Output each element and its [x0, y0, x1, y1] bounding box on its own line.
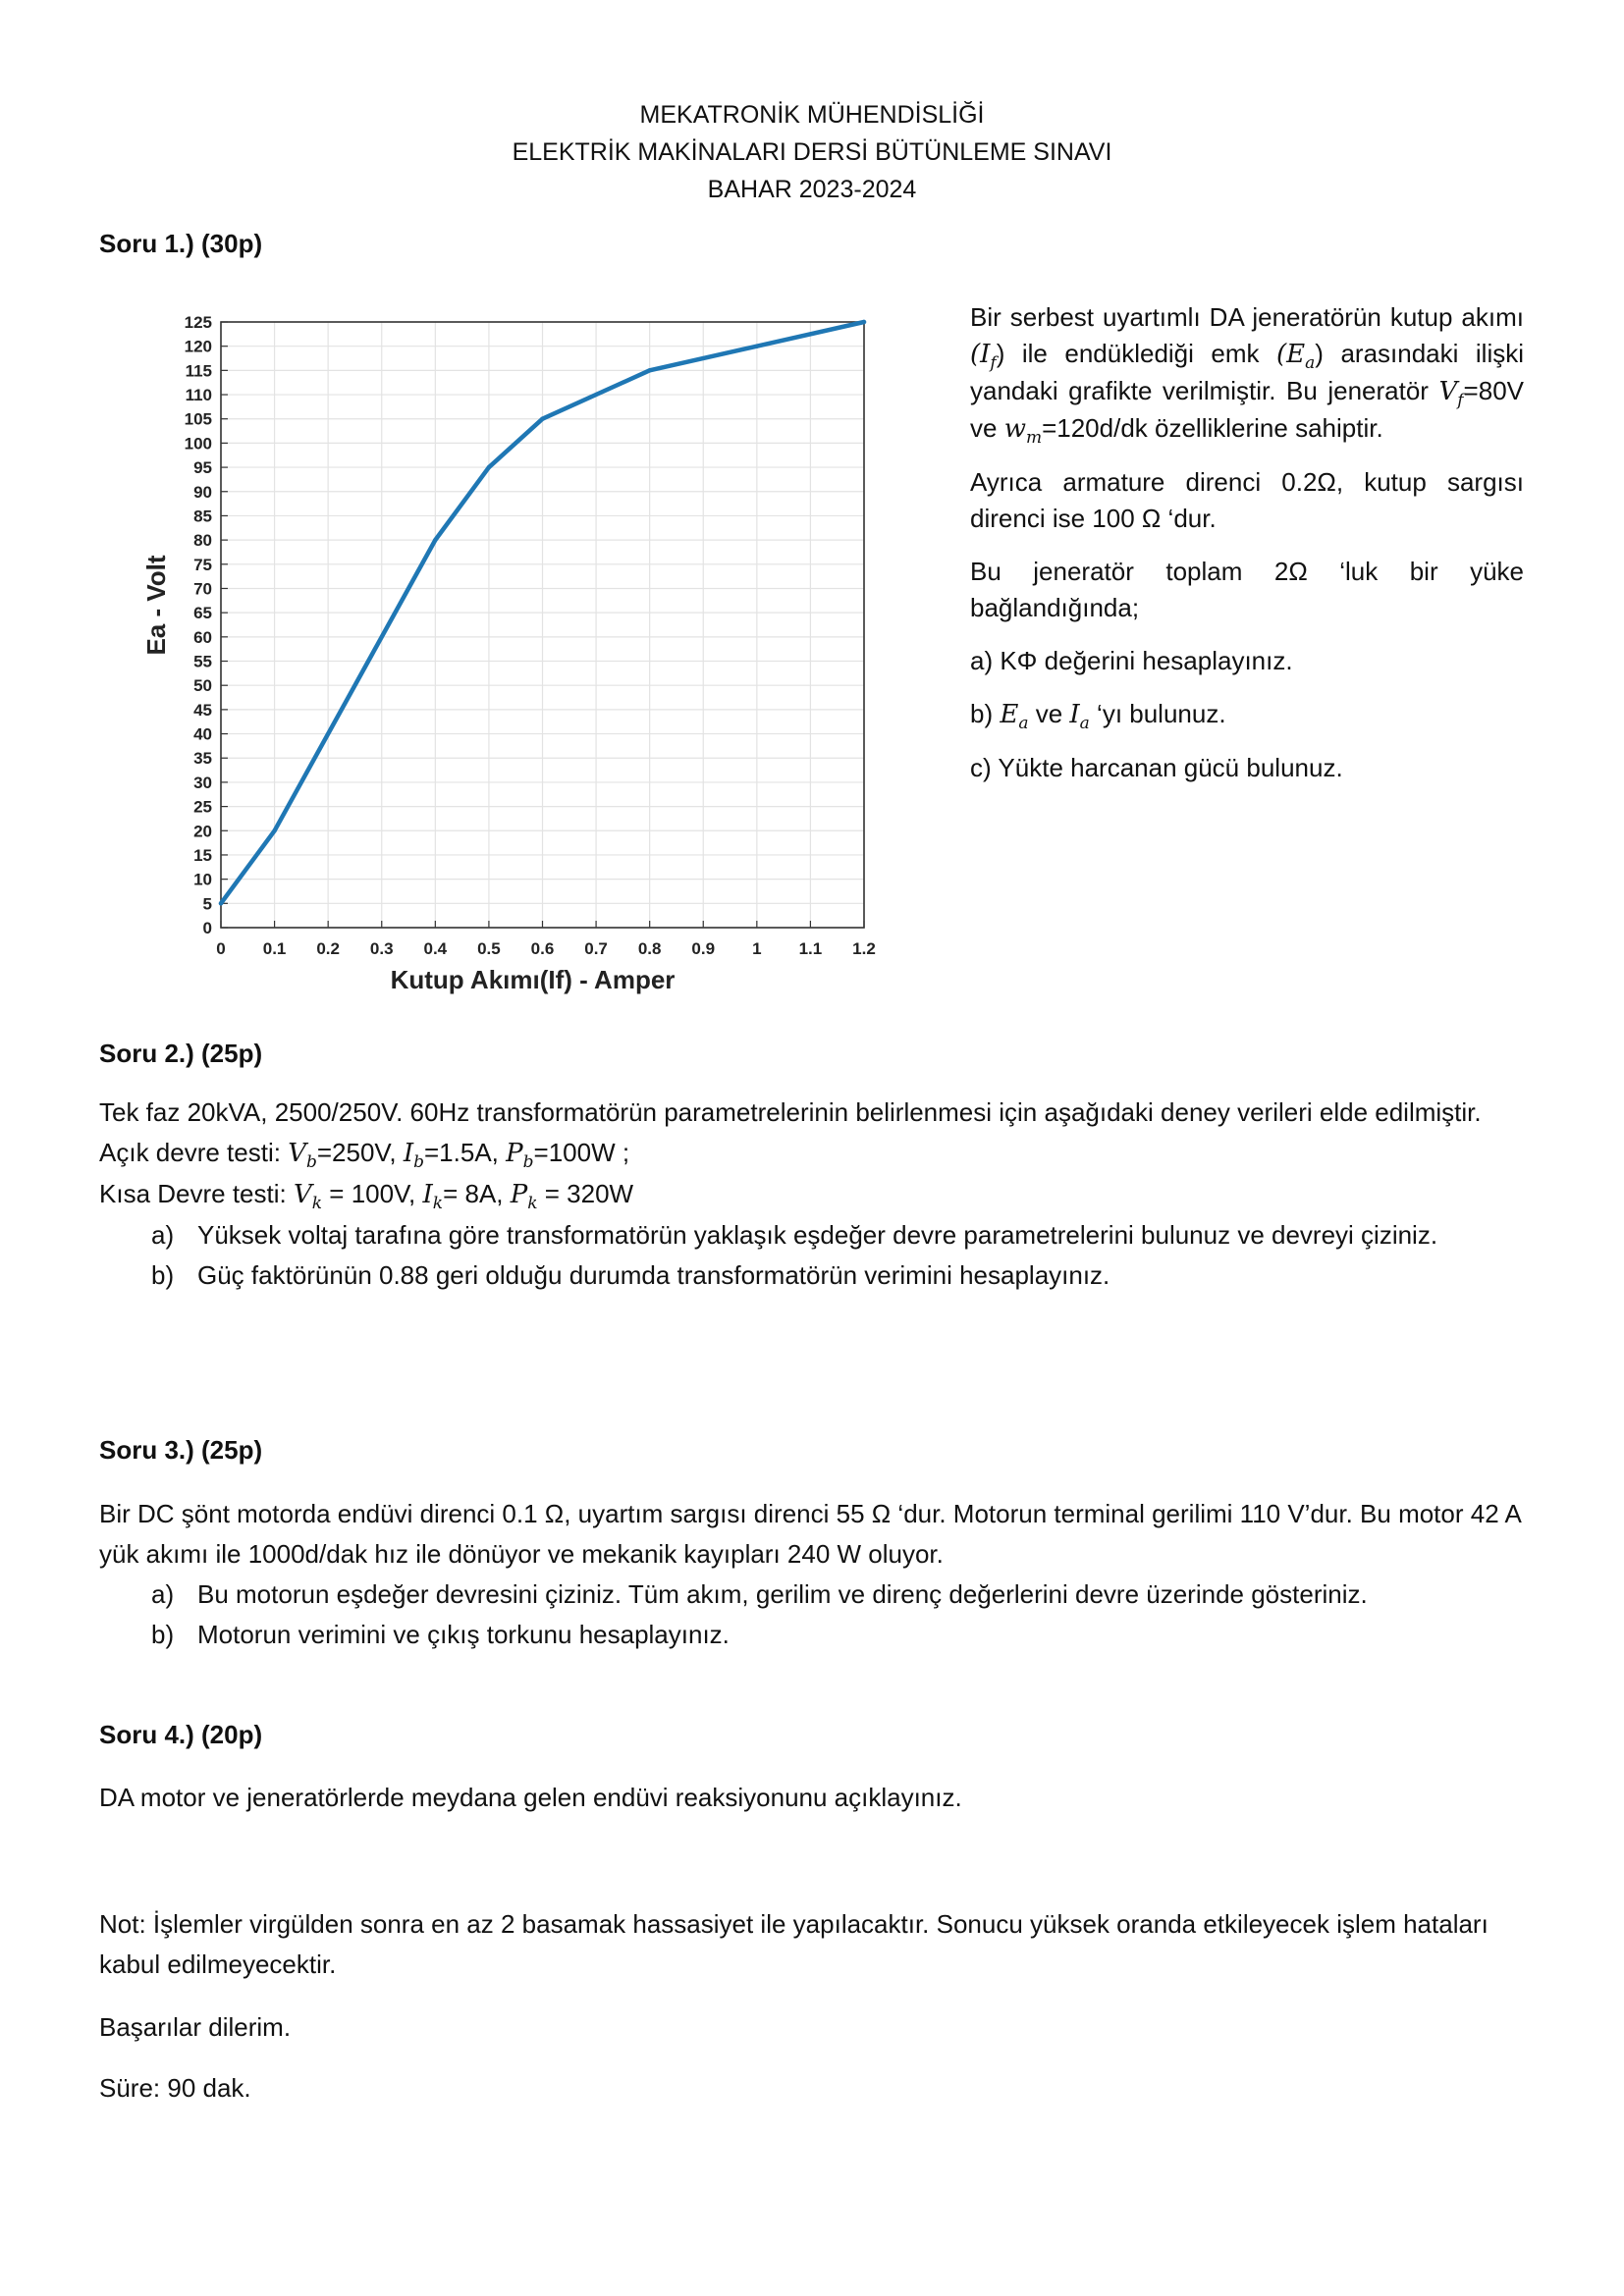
data-point	[647, 368, 651, 372]
question-3-body	[99, 1494, 1523, 1655]
y-tick-label: 15	[193, 845, 212, 865]
x-tick-label: 1.1	[798, 939, 823, 958]
y-tick-label: 120	[184, 337, 212, 356]
x-tick-label: 1.2	[852, 939, 876, 958]
q3-items	[99, 1575, 1523, 1655]
y-tick-label: 100	[184, 434, 212, 454]
question-1-title: Soru 1.) (30p)	[99, 229, 263, 258]
data-point	[862, 320, 866, 324]
y-tick-label: 90	[193, 482, 212, 502]
exam-header	[0, 96, 1624, 208]
y-tick-label: 40	[193, 724, 212, 744]
data-point	[540, 417, 544, 421]
y-tick-label: 125	[184, 313, 212, 332]
exam-duration: Süre: 90 dak.	[99, 2073, 251, 2103]
question-1-text	[970, 299, 1524, 803]
x-axis-label: Kutup Akımı(If) - Amper	[390, 965, 676, 994]
x-tick-label: 0.3	[369, 939, 394, 958]
q3-item-a: a) Bu motorun eşdeğer devresini çiziniz. Tüm akım, gerilim ve direnç değerlerini devre üzerinde gösteriniz.	[151, 1579, 1368, 1609]
good-luck-text: Başarılar dilerim.	[99, 2012, 292, 2042]
x-tick-label: 0.8	[637, 939, 662, 958]
question-2-body	[99, 1093, 1523, 1296]
q2-item-b: b) Güç faktörünün 0.88 geri olduğu durumda transformatörün verimini hesaplayınız.	[151, 1260, 1110, 1290]
q2-intro: Tek faz 20kVA, 2500/250V. 60Hz transformatörün parametrelerinin belirlenmesi için aşağıdaki deney verileri elde edilmiştir.	[99, 1097, 1482, 1127]
q2-open-circuit-test: Açık devre testi: $V_b=250V$, $I_b=1.5A$, $P_b=100W$ ;	[99, 1138, 630, 1172]
q3-item-b: b) Motorun verimini ve çıkış torkunu hesaplayınız.	[151, 1620, 730, 1649]
x-tick-label: 0.2	[316, 939, 340, 958]
q1-paragraph-3: Bu jeneratör toplam 2Ω ‘luk bir yüke bağlandığında;	[970, 557, 1524, 622]
y-tick-label: 0	[202, 919, 212, 937]
q2-short-circuit-test: Kısa Devre testi: $V_k = 100V$, $I_k= 8A$, $P_k = 320W$	[99, 1179, 634, 1213]
q1-paragraph-2: Ayrıca armature direnci 0.2Ω, kutup sargısı direnci ise 100 Ω ‘dur.	[970, 467, 1524, 533]
y-tick-label: 110	[185, 386, 212, 405]
question-3-title: Soru 3.) (25p)	[99, 1435, 263, 1465]
question-2-title: Soru 2.) (25p)	[99, 1039, 263, 1068]
x-tick-label: 0.5	[477, 939, 501, 958]
y-tick-label: 60	[193, 627, 212, 647]
y-tick-label: 115	[185, 361, 212, 381]
data-point	[272, 828, 276, 832]
x-tick-label: 0.6	[530, 939, 555, 958]
y-tick-label: 35	[193, 749, 212, 769]
exam-note: Not: İşlemler virgülden sonra en az 2 basamak hassasiyet ile yapılacaktır. Sonucu yüksek oranda etkileyecek işlem hataları kabul edilmeyecektir.	[99, 1909, 1489, 1979]
y-tick-label: 45	[193, 700, 212, 720]
semester-title: BAHAR 2023-2024	[707, 176, 917, 203]
x-tick-label: 0.4	[423, 939, 448, 958]
y-tick-label: 70	[193, 579, 212, 599]
y-tick-label: 65	[193, 604, 212, 623]
y-tick-label: 10	[193, 870, 212, 889]
x-tick-label: 0	[216, 939, 226, 958]
q1-item-a: a) KΦ değerini hesaplayınız.	[970, 646, 1293, 675]
data-point	[219, 901, 223, 905]
x-tick-label: 0.9	[691, 939, 716, 958]
y-axis-label: Ea - Volt	[141, 555, 171, 656]
y-tick-label: 5	[202, 894, 212, 914]
data-point	[433, 538, 437, 542]
q2-item-a: a) Yüksek voltaj tarafına göre transformatörün yaklaşık eşdeğer devre parametrelerini bulunuz ve devreyi çiziniz.	[151, 1220, 1438, 1250]
ea-if-chart	[137, 302, 884, 999]
q1-item-b: b) $E_a$ ve $I_a$ ‘yı bulunuz.	[970, 699, 1226, 733]
x-tick-label: 1	[752, 939, 762, 958]
q3-intro: Bir DC şönt motorda endüvi direnci 0.1 Ω, uyartım sargısı direnci 55 Ω ‘dur. Motorun terminal gerilimi 110 V’dur. Bu motor 42 A yük akımı ile 1000d/dak hız ile dönüyor ve mekanik kayıpları 240 W oluyor.	[99, 1499, 1521, 1569]
y-tick-label: 30	[193, 773, 212, 792]
question-4-title: Soru 4.) (20p)	[99, 1720, 263, 1749]
q2-items	[99, 1215, 1523, 1296]
question-4-text: DA motor ve jeneratörlerde meydana gelen endüvi reaksiyonunu açıklayınız.	[99, 1783, 962, 1812]
q1-item-c: c) Yükte harcanan gücü bulunuz.	[970, 753, 1343, 782]
y-tick-label: 50	[193, 676, 212, 696]
y-tick-label: 20	[193, 822, 212, 841]
y-tick-label: 80	[193, 531, 212, 551]
y-tick-label: 55	[193, 652, 212, 671]
q1-paragraph-1: Bir serbest uyartımlı DA jeneratörün kutup akımı $(I_f)$ ile endüklediği emk $(E_a)$ arasındaki ilişki yandaki grafikte verilmiştir. Bu jeneratör $V_f=80V$ ve $w_m=120d/dk$ özelliklerine sahiptir.	[970, 302, 1525, 448]
y-tick-label: 105	[184, 409, 212, 429]
y-tick-label: 95	[193, 458, 212, 478]
data-point	[487, 465, 491, 469]
data-point	[755, 344, 759, 347]
department-title: MEKATRONİK MÜHENDİSLİĞİ	[639, 101, 985, 129]
course-title: ELEKTRİK MAKİNALARI DERSİ BÜTÜNLEME SINAVI	[512, 138, 1112, 166]
chart-svg	[137, 302, 884, 999]
y-tick-label: 75	[193, 555, 212, 574]
x-tick-label: 0.1	[262, 939, 287, 958]
x-tick-label: 0.7	[584, 939, 608, 958]
y-tick-label: 85	[193, 507, 212, 526]
y-tick-label: 25	[193, 797, 212, 817]
